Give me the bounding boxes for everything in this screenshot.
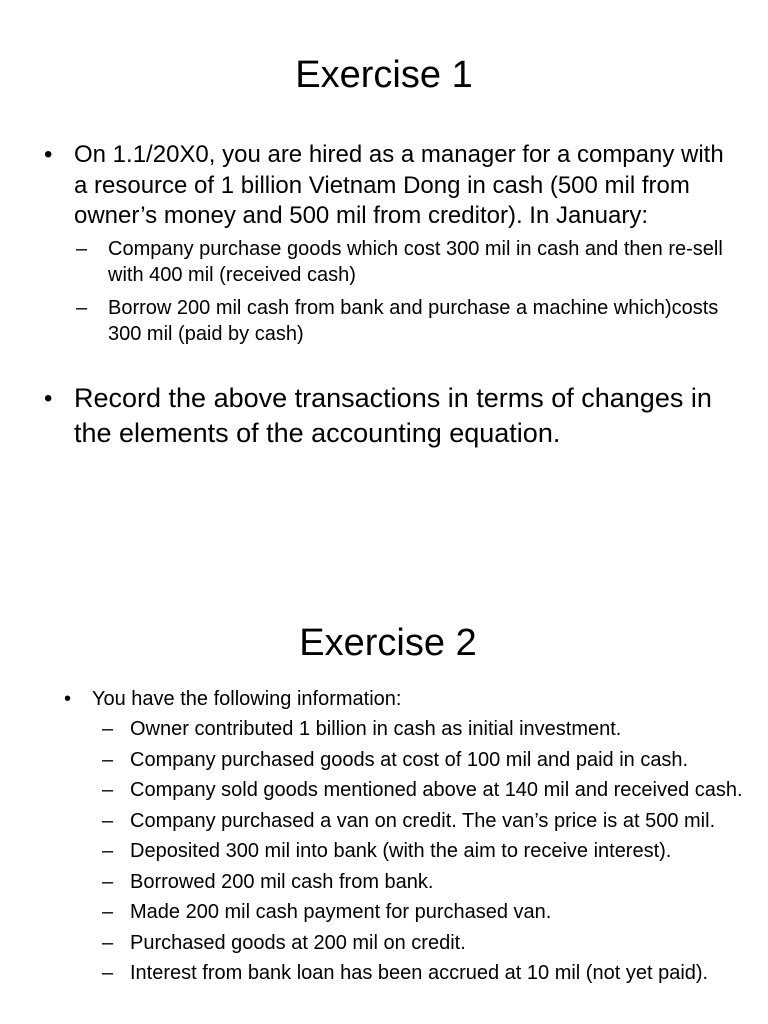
exercise-2-list	[64, 686, 754, 991]
dash-icon: –	[102, 718, 114, 740]
exercise-2-sub-item	[102, 899, 754, 925]
exercise-1-sub-item-text: Borrow 200 mil cash from bank and purchase a machine which)costs 300 mil (paid by cash)	[108, 296, 719, 345]
exercise-1-list	[44, 140, 724, 451]
dash-icon: –	[102, 870, 114, 893]
exercise-1-intro-item	[44, 140, 724, 347]
exercise-2-sub-item-text: Borrowed 200 mil cash from bank.	[130, 870, 434, 893]
dash-icon: –	[102, 901, 114, 923]
exercise-2-sub-item-text: Owner contributed 1 billion in cash as initial investment.	[130, 718, 622, 740]
bullet-icon: •	[44, 384, 53, 412]
exercise-1-sub-item	[76, 295, 724, 347]
exercise-1-sub-item	[76, 236, 724, 288]
exercise-2-sub-item-text: Company sold goods mentioned above at 140 mil and received cash.	[130, 779, 743, 801]
exercise-2-sub-item	[102, 930, 754, 956]
exercise-1-sub-list	[74, 236, 724, 347]
exercise-1-task-item	[44, 381, 724, 451]
exercise-2-sub-list	[92, 716, 754, 986]
exercise-2-sub-item-text: Interest from bank loan has been accrued at 10 mil (not yet paid).	[130, 962, 709, 984]
exercise-1-intro-text: On 1.1/20X0, you are hired as a manager for a company with a resource of 1 billion Vietnam Dong in cash (500 mil from owner’s money and 500 mil from creditor). In January:	[74, 141, 724, 229]
exercise-1-sub-item-text: Company purchase goods which cost 300 mil in cash and then re-sell with 400 mil (received cash)	[108, 237, 723, 286]
exercise-2-sub-item-text: Made 200 mil cash payment for purchased van.	[130, 901, 552, 923]
bullet-icon: •	[64, 688, 72, 710]
exercise-1-title: Exercise 1	[295, 54, 473, 96]
exercise-2-sub-item	[102, 716, 754, 742]
exercise-2-intro-text: You have the following information:	[92, 688, 402, 710]
dash-icon: –	[76, 296, 88, 319]
exercise-2-sub-item	[102, 747, 754, 773]
dash-icon: –	[102, 840, 114, 862]
slide-exercise-2	[0, 600, 768, 1024]
exercise-2-sub-item	[102, 869, 754, 895]
exercise-2-sub-item	[102, 960, 754, 986]
dash-icon: –	[102, 779, 114, 801]
exercise-2-title: Exercise 2	[299, 622, 477, 664]
dash-icon: –	[102, 962, 114, 984]
exercise-2-sub-item	[102, 838, 754, 864]
dash-icon: –	[102, 748, 114, 771]
dash-icon: –	[102, 809, 114, 832]
exercise-2-sub-item-text: Deposited 300 mil into bank (with the aim to receive interest).	[130, 840, 672, 862]
exercise-2-sub-item-text: Purchased goods at 200 mil on credit.	[130, 931, 466, 954]
exercise-2-sub-item	[102, 808, 754, 834]
exercise-1-task-text: Record the above transactions in terms of changes in the elements of the accounting equation.	[74, 382, 712, 448]
dash-icon: –	[76, 237, 88, 260]
exercise-2-sub-item-text: Company purchased goods at cost of 100 mil and paid in cash.	[130, 748, 689, 771]
exercise-2-intro-item	[64, 686, 754, 986]
exercise-2-sub-item-text: Company purchased a van on credit. The van’s price is at 500 mil.	[130, 809, 716, 832]
exercise-2-sub-item	[102, 777, 754, 803]
bullet-icon: •	[44, 141, 53, 168]
dash-icon: –	[102, 931, 114, 954]
